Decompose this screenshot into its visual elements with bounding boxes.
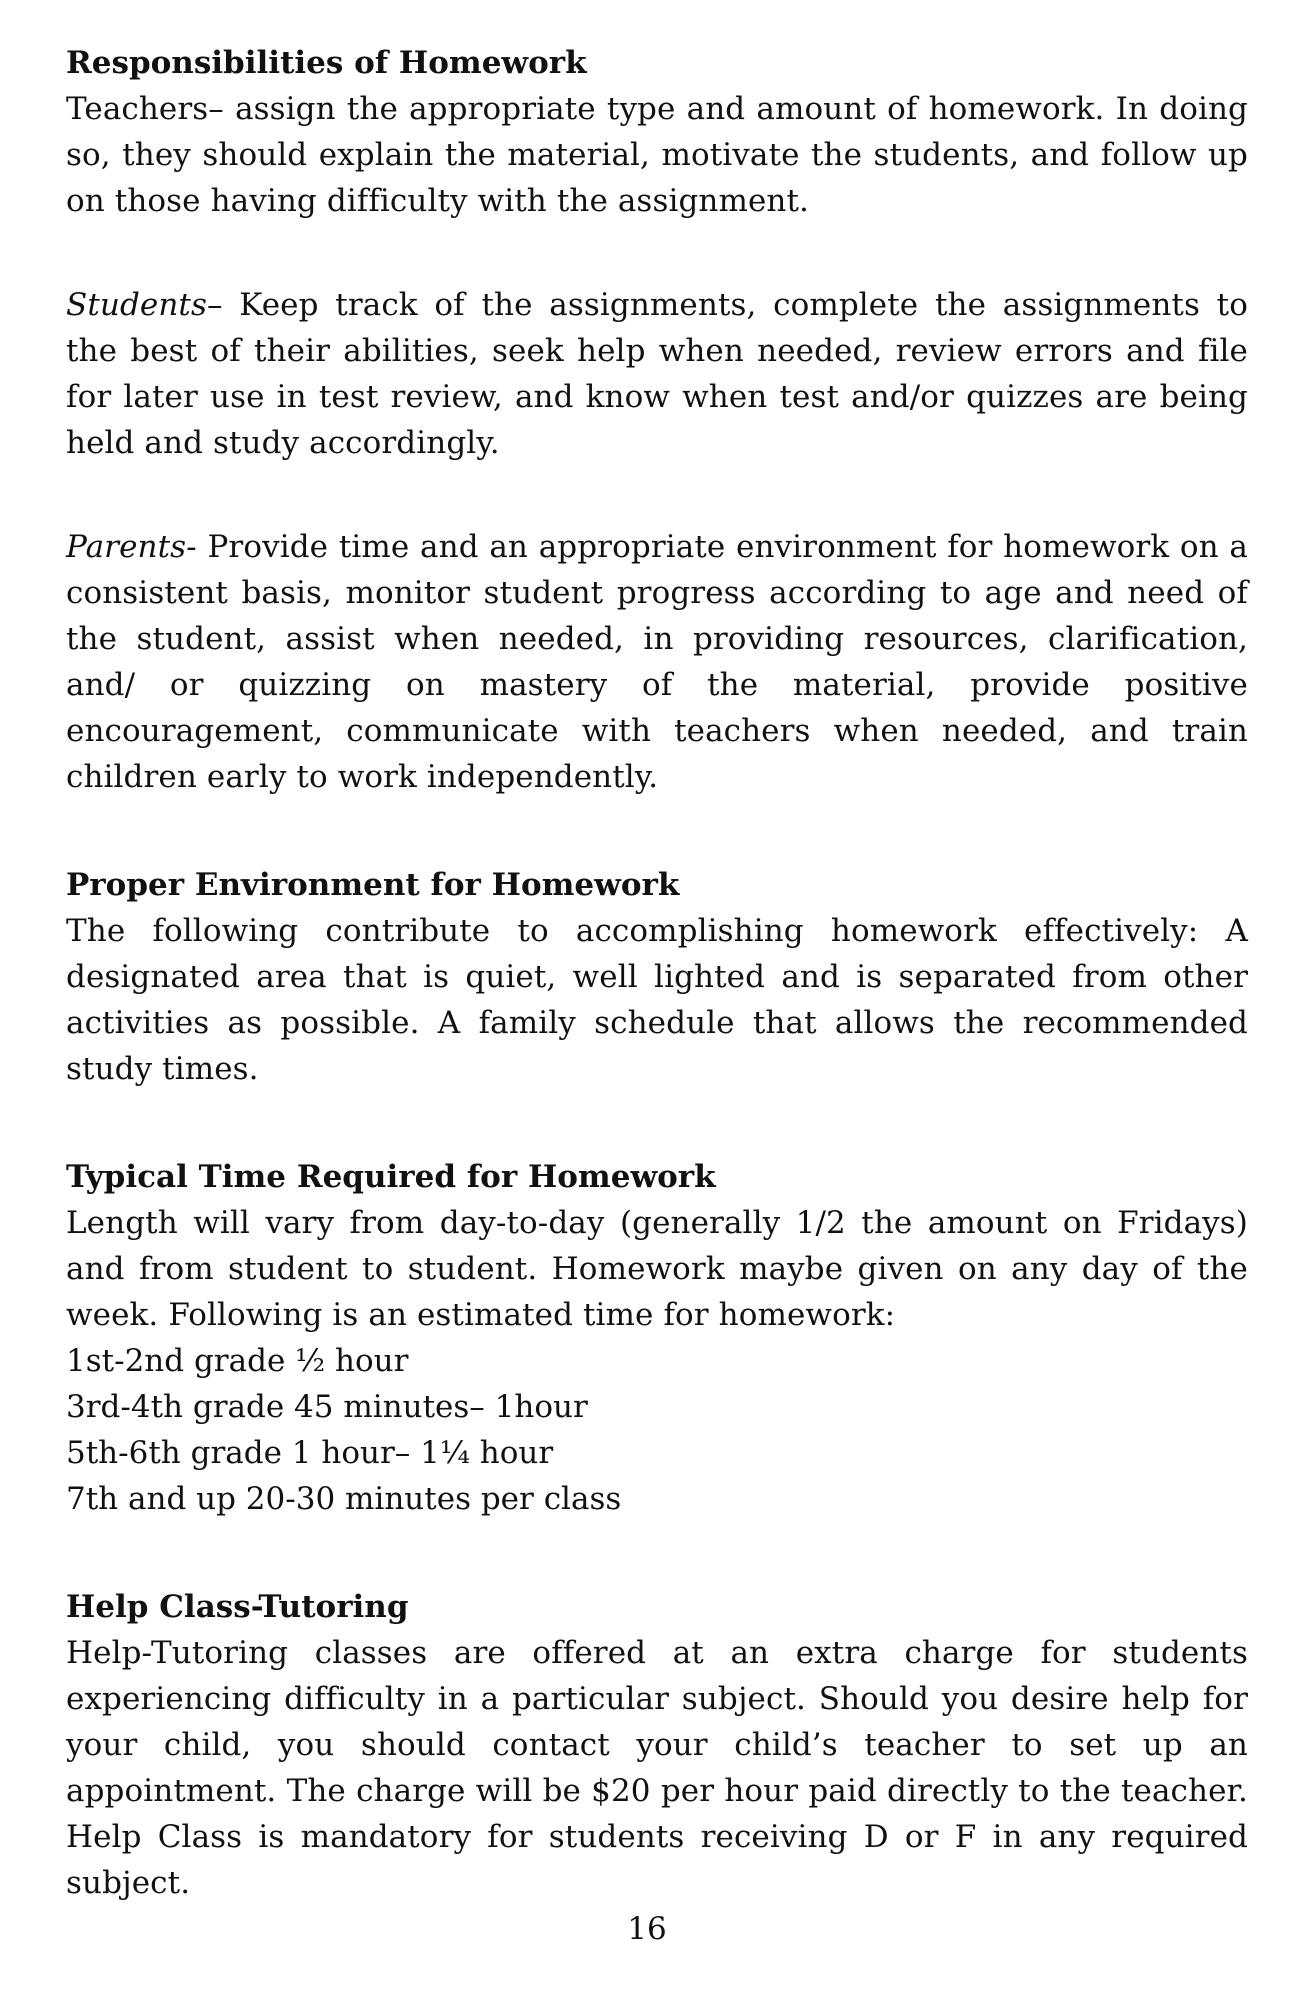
environment-paragraph: The following contribute to accomplishing homework effectively: A designated area that is quiet, well lighted and is separated from other activities as possible. A family schedule that allows the recommended study times. xyxy=(66,913,1248,1087)
parents-lead: Parents xyxy=(66,529,187,565)
responsibilities-heading: Responsibilities of Homework xyxy=(66,45,587,81)
spacer xyxy=(66,1092,1248,1154)
spacer xyxy=(66,466,1248,524)
grade-time-list xyxy=(66,1338,1248,1522)
list-item: 3rd-4th grade 45 minutes– 1hour xyxy=(66,1389,588,1425)
students-paragraph xyxy=(66,282,1248,466)
parents-paragraph xyxy=(66,524,1248,800)
spacer xyxy=(66,224,1248,282)
list-item: 5th-6th grade 1 hour– 1¼ hour xyxy=(66,1435,554,1471)
parents-text: - Provide time and an appropriate environment for homework on a consistent basis, monitor student progress according to age and need of the student, assist when needed, in providing resources, clarification, and/ or quizzing on mastery of the material, provide positive encouragement, communicate with teachers when needed, and train children early to work independently. xyxy=(66,529,1248,795)
teachers-paragraph: Teachers– assign the appropriate type and amount of homework. In doing so, they should explain the material, motivate the students, and follow up on those having difficulty with the assignment. xyxy=(66,91,1248,219)
section-environment xyxy=(66,862,1248,1092)
page-number: 16 xyxy=(627,1911,667,1947)
typical-time-paragraph: Length will vary from day-to-day (generally 1/2 the amount on Fridays) and from student to student. Homework maybe given on any day of the week. Following is an estimated time for homework: xyxy=(66,1205,1248,1333)
students-text: – Keep track of the assignments, complete the assignments to the best of their abilities, seek help when needed, review errors and file for later use in test review, and know when test and/or quizzes are being held and study accordingly. xyxy=(66,287,1248,461)
environment-heading: Proper Environment for Homework xyxy=(66,867,680,903)
document-page xyxy=(66,40,1248,1906)
students-lead: Students xyxy=(66,287,207,323)
help-class-heading: Help Class-Tutoring xyxy=(66,1589,409,1625)
list-item: 7th and up 20-30 minutes per class xyxy=(66,1481,622,1517)
help-class-paragraph: Help-Tutoring classes are offered at an extra charge for students experiencing difficulty in a particular subject. Should you desire help for your child, you should contact your child’s teacher to set up an appointment. The charge will be $20 per hour paid directly to the teacher. Help Class is mandatory for students receiving D or F in any required subject. xyxy=(66,1635,1248,1901)
section-responsibilities xyxy=(66,40,1248,800)
typical-time-heading: Typical Time Required for Homework xyxy=(66,1159,716,1195)
spacer xyxy=(66,1522,1248,1584)
list-item: 1st-2nd grade ½ hour xyxy=(66,1343,409,1379)
section-help-class xyxy=(66,1584,1248,1906)
spacer xyxy=(66,800,1248,862)
section-typical-time xyxy=(66,1154,1248,1522)
